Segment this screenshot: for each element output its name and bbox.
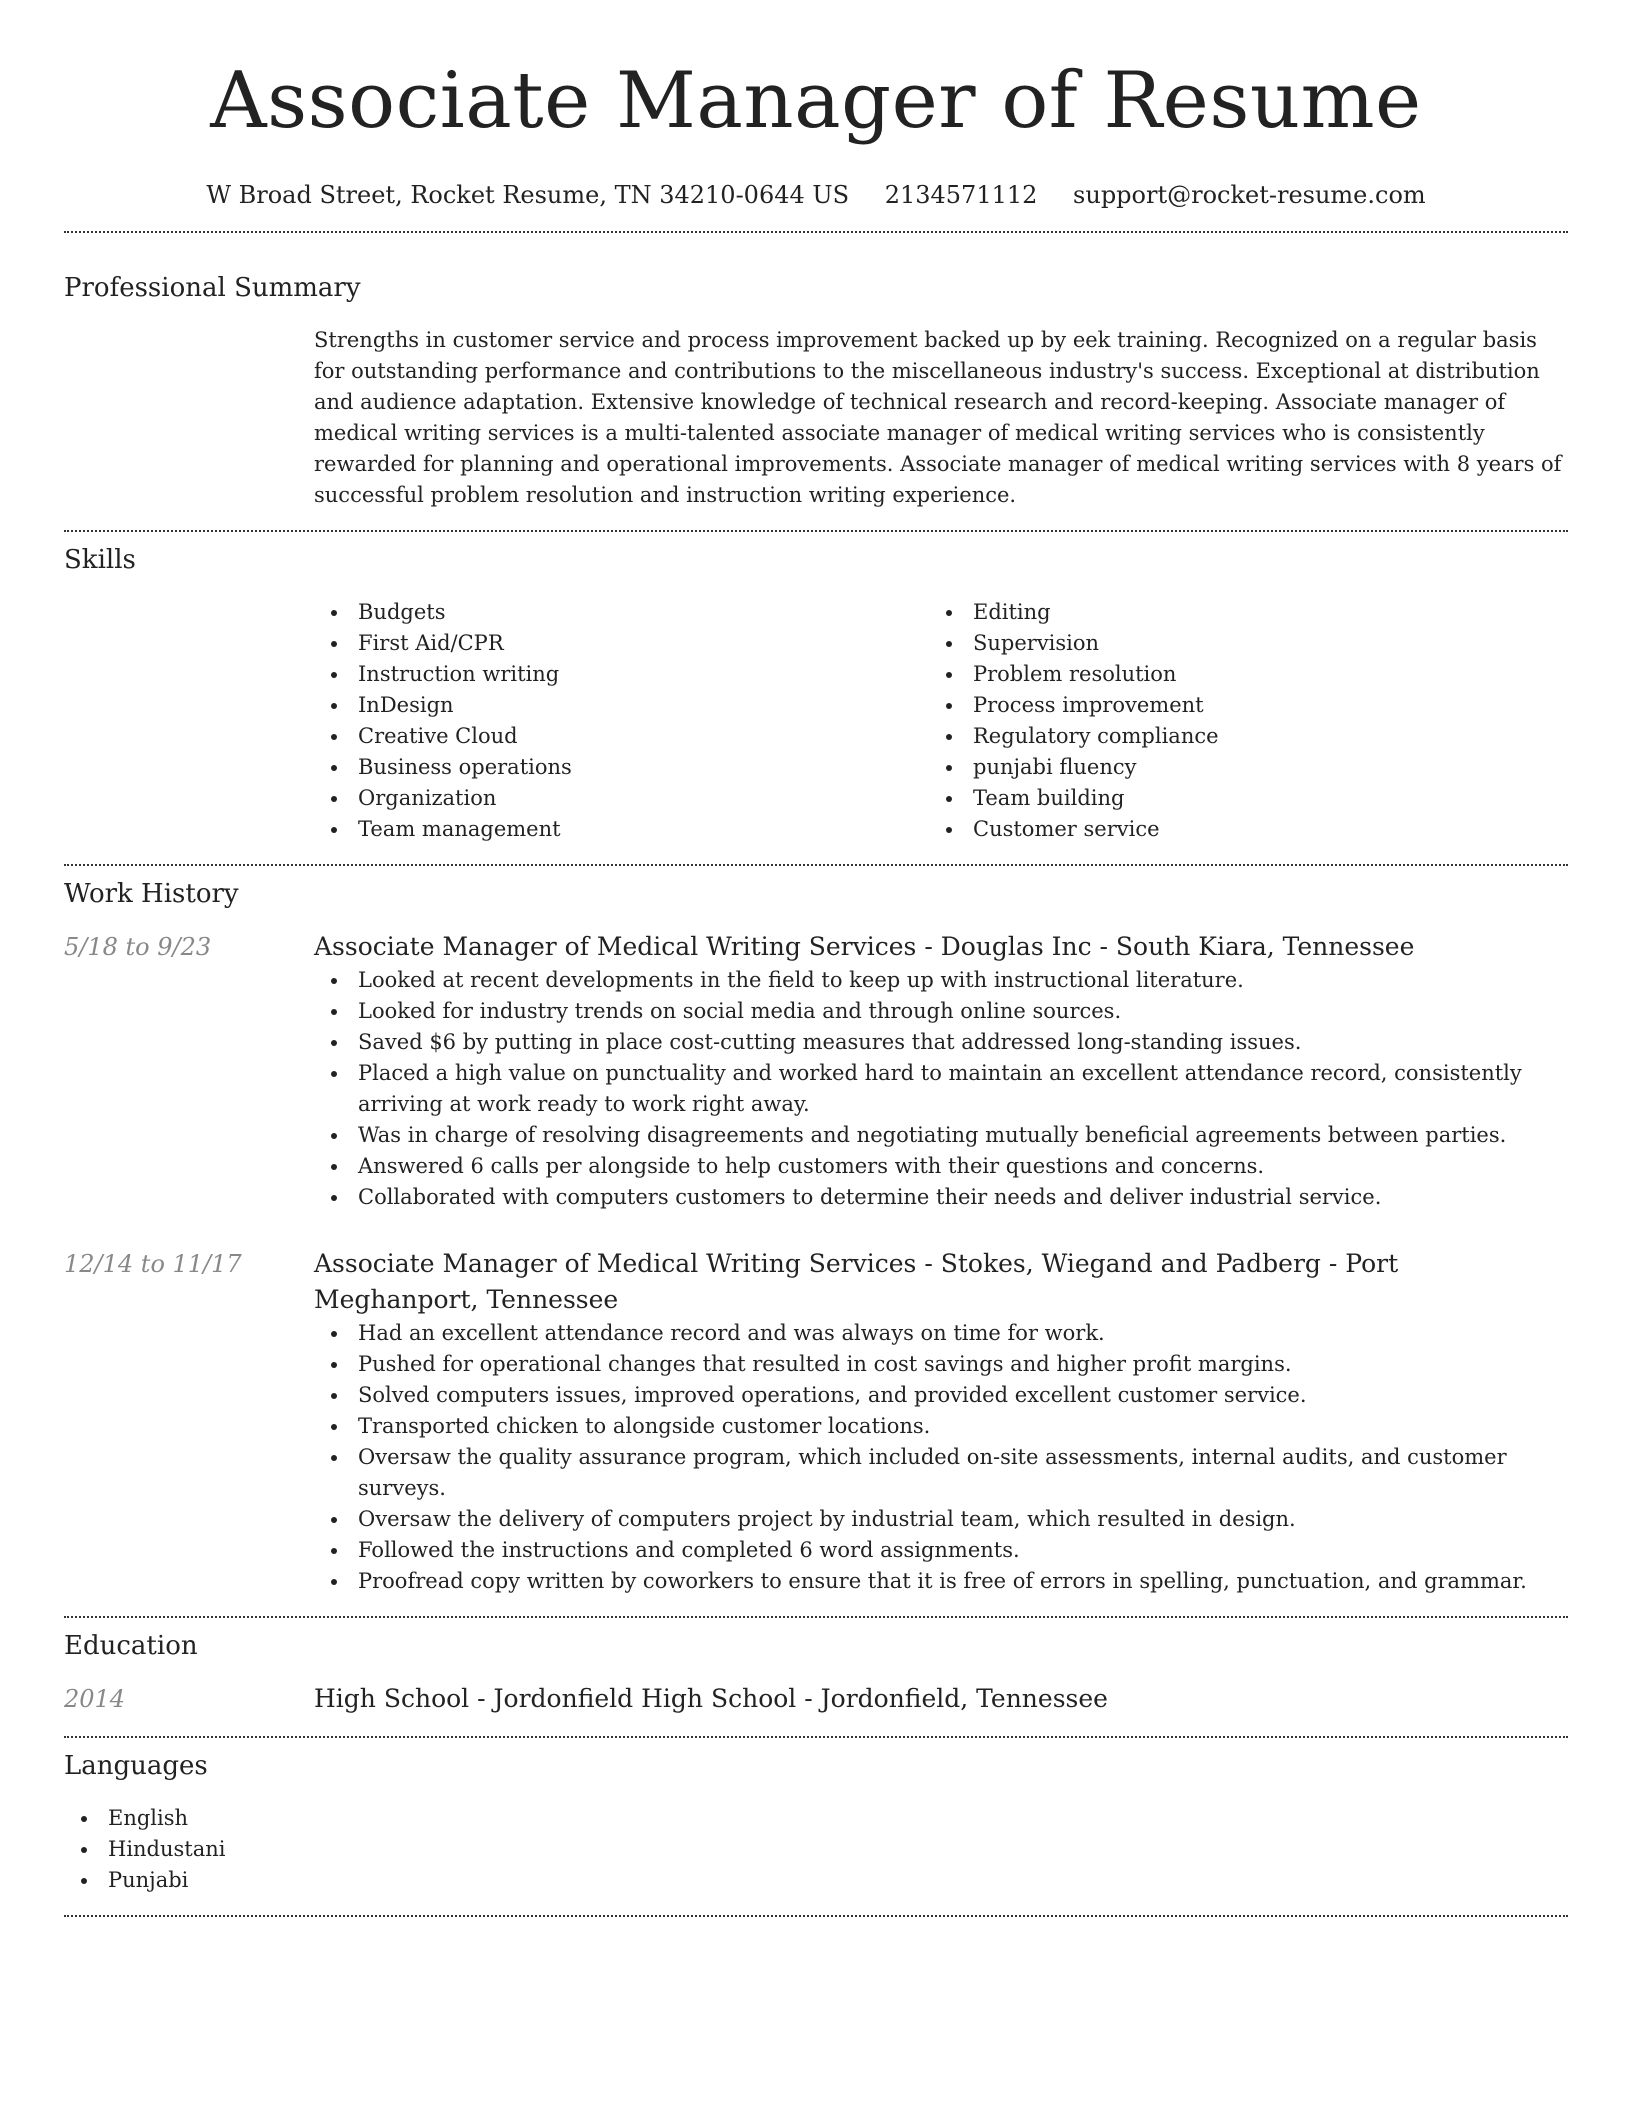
list-item: Transported chicken to alongside customer locations. [314,1411,1568,1442]
divider [64,231,1568,233]
section-title-work: Work History [64,879,239,909]
education-entry [64,1681,1568,1717]
section-education [64,1629,1568,1717]
section-summary [64,271,1568,511]
section-title-summary: Professional Summary [64,273,361,303]
section-languages [64,1749,1568,1896]
contact-phone: 2134571112 [884,181,1038,209]
section-skills [64,543,1568,845]
list-item: Budgets [314,597,929,628]
resume-page [64,0,1568,1917]
list-item: Answered 6 calls per alongside to help customers with their questions and concerns. [314,1151,1568,1182]
divider [64,1616,1568,1618]
job-entry [64,929,1568,1213]
job-bullets [314,1318,1568,1597]
job-dates: 12/14 to 11/17 [64,1250,242,1278]
divider [64,864,1568,866]
divider [64,530,1568,532]
education-heading: High School - Jordonfield High School - Jordonfield, Tennessee [314,1684,1108,1713]
list-item: Problem resolution [929,659,1544,690]
list-item: Pushed for operational changes that resulted in cost savings and higher profit margins. [314,1349,1568,1380]
skills-list-left [314,597,929,845]
job-bullets [314,965,1568,1213]
list-item: InDesign [314,690,929,721]
section-title-languages: Languages [64,1751,208,1781]
job-heading: Associate Manager of Medical Writing Services - Douglas Inc - South Kiara, Tennessee [314,932,1415,961]
languages-list [64,1803,1568,1896]
list-item: Had an excellent attendance record and was always on time for work. [314,1318,1568,1349]
divider [64,1915,1568,1917]
divider [64,1736,1568,1738]
education-details [314,1681,1568,1717]
skills-list-right [929,597,1544,845]
list-item: Supervision [929,628,1544,659]
list-item: Followed the instructions and completed 6 word assignments. [314,1535,1568,1566]
list-item: Instruction writing [314,659,929,690]
list-item: Was in charge of resolving disagreements and negotiating mutually beneficial agreements between parties. [314,1120,1568,1151]
list-item: Customer service [929,814,1544,845]
summary-text: Strengths in customer service and process improvement backed up by eek training. Recognized on a regular basis for outstanding performance and contributions to the miscellaneous industry's success. Exceptional at distribution and audience adaptation. Extensive knowledge of technical research and record-keeping. Associate manager of medical writing services is a multi-talented associate manager of medical writing services who is consistently rewarded for planning and operational improvements. Associate manager of medical writing services with 8 years of successful problem resolution and instruction writing experience. [314,328,1562,507]
list-item: Business operations [314,752,929,783]
list-item: Team building [929,783,1544,814]
list-item: First Aid/CPR [314,628,929,659]
list-item: Hindustani [64,1834,1568,1865]
job-details [314,929,1568,1213]
job-heading: Associate Manager of Medical Writing Services - Stokes, Wiegand and Padberg - Port Meghanport, Tennessee [314,1249,1399,1314]
list-item: Solved computers issues, improved operations, and provided excellent customer service. [314,1380,1568,1411]
job-entry [64,1246,1568,1597]
job-dates: 5/18 to 9/23 [64,933,212,961]
contact-address: W Broad Street, Rocket Resume, TN 34210-0644 US [206,181,850,209]
list-item: Punjabi [64,1865,1568,1896]
education-year: 2014 [64,1685,126,1713]
contact-email: support@rocket-resume.com [1073,181,1426,209]
list-item: Looked for industry trends on social media and through online sources. [314,996,1568,1027]
list-item: Editing [929,597,1544,628]
list-item: Collaborated with computers customers to determine their needs and deliver industrial service. [314,1182,1568,1213]
list-item: Looked at recent developments in the field to keep up with instructional literature. [314,965,1568,996]
list-item: Oversaw the quality assurance program, which included on-site assessments, internal audits, and customer surveys. [314,1442,1568,1504]
resume-name: Associate Manager of Resume [210,56,1422,146]
job-details [314,1246,1568,1597]
section-title-education: Education [64,1631,198,1661]
list-item: English [64,1803,1568,1834]
list-item: Saved $6 by putting in place cost-cutting measures that addressed long-standing issues. [314,1027,1568,1058]
section-title-skills: Skills [64,545,136,575]
contact-line [64,178,1568,212]
list-item: Oversaw the delivery of computers project by industrial team, which resulted in design. [314,1504,1568,1535]
list-item: Proofread copy written by coworkers to ensure that it is free of errors in spelling, punctuation, and grammar. [314,1566,1568,1597]
skills-columns [314,597,1568,845]
list-item: Regulatory compliance [929,721,1544,752]
list-item: Organization [314,783,929,814]
section-work-history [64,877,1568,1597]
list-item: punjabi fluency [929,752,1544,783]
list-item: Creative Cloud [314,721,929,752]
list-item: Process improvement [929,690,1544,721]
list-item: Placed a high value on punctuality and worked hard to maintain an excellent attendance record, consistently arriving at work ready to work right away. [314,1058,1568,1120]
list-item: Team management [314,814,929,845]
